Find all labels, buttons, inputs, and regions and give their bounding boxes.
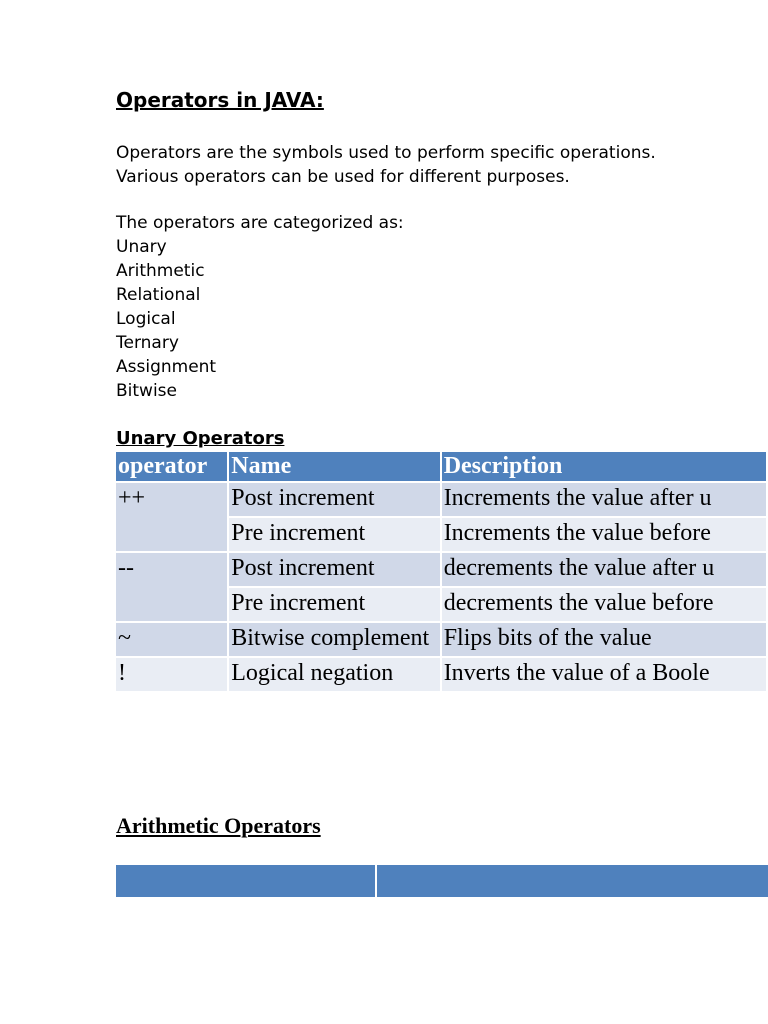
description-cell: Flips bits of the value [442,623,766,658]
unary-heading: Unary Operators [116,428,285,449]
column-header-description: Description [442,452,766,483]
operator-cell: ~ [116,623,227,658]
column-header-operator: operator [116,452,227,483]
category-item-relational: Relational [116,285,201,305]
description-cell: decrements the value before [442,588,766,623]
column-header-name: Name [229,452,439,483]
category-item-assignment: Assignment [116,357,217,377]
name-cell: Bitwise complement [229,623,439,658]
unary-operators-table [114,452,768,693]
description-cell: Increments the value after u [442,483,766,518]
intro-line-1: Operators are the symbols used to perform specific operations. [116,143,656,163]
table-row [116,623,766,658]
name-cell: Logical negation [229,658,439,693]
name-cell: Post increment [229,483,439,518]
arithmetic-header-cell [377,865,768,897]
name-cell: Pre increment [229,588,439,623]
table-row [116,483,766,518]
arithmetic-table-header [116,865,768,897]
operator-cell: ! [116,658,227,693]
name-cell: Post increment [229,553,439,588]
page-title: Operators in JAVA: [116,88,324,112]
operator-cell: -- [116,553,227,623]
description-cell: Increments the value before [442,518,766,553]
category-item-ternary: Ternary [116,333,179,353]
table-header-row [116,452,766,483]
category-item-arithmetic: Arithmetic [116,261,205,281]
arithmetic-header-cell [116,865,375,897]
category-item-logical: Logical [116,309,176,329]
operator-cell: ++ [116,483,227,553]
intro-line-2: Various operators can be used for different purposes. [116,167,570,187]
categories-intro: The operators are categorized as: [116,213,404,233]
arithmetic-heading: Arithmetic Operators [116,813,321,838]
table-row [116,553,766,588]
category-item-bitwise: Bitwise [116,381,177,401]
description-cell: decrements the value after u [442,553,766,588]
category-list [116,235,216,403]
name-cell: Pre increment [229,518,439,553]
description-cell: Inverts the value of a Boole [442,658,766,693]
category-item-unary: Unary [116,237,167,257]
table-row [116,658,766,693]
